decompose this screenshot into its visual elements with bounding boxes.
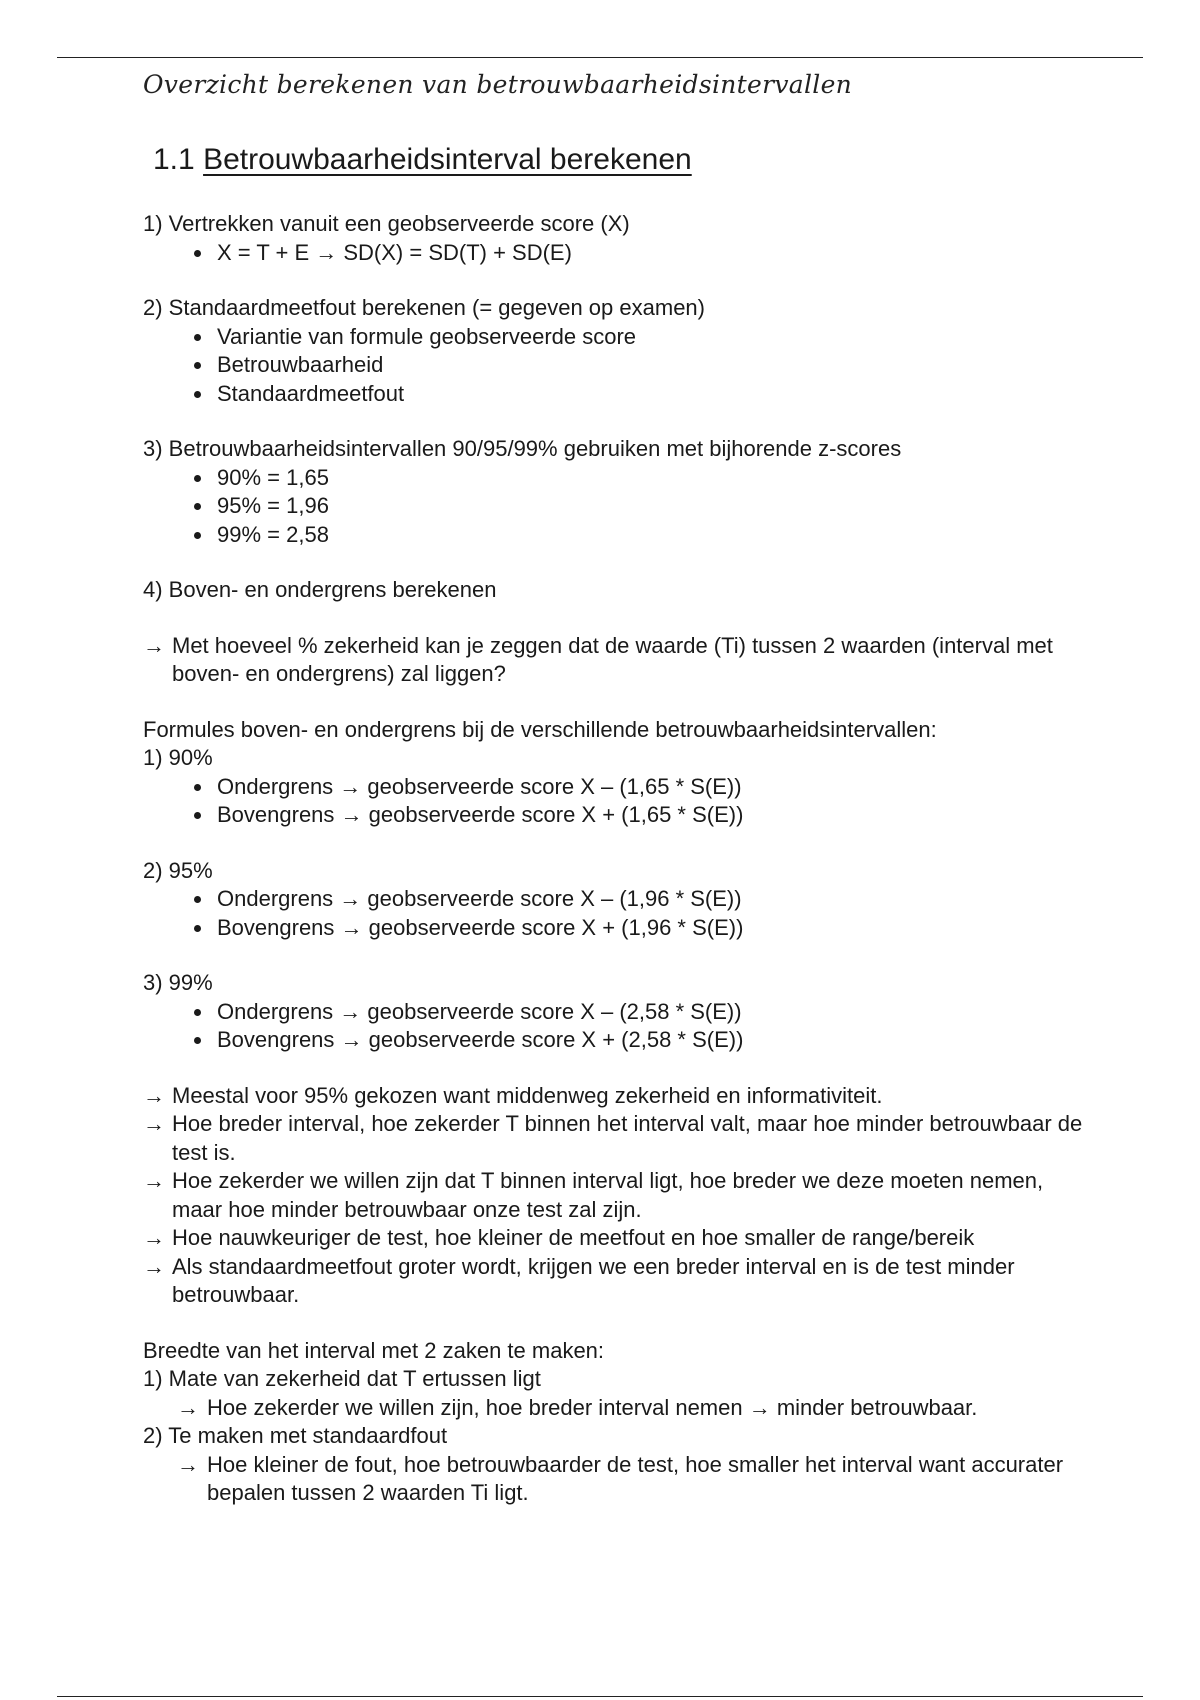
note: → Hoe zekerder we willen zijn dat T binnen interval ligt, hoe breder we deze moeten nemen, maar hoe minder betrouwbaar onze test zal zijn.	[143, 1167, 1083, 1224]
list-item: • 99% = 2,58	[214, 521, 1083, 550]
section-heading	[153, 140, 1083, 180]
list-item: • Bovengrens → geobserveerde score X + (1,96 * S(E))	[214, 914, 1083, 943]
list-item: • 90% = 1,65	[214, 464, 1083, 493]
list-item: • Ondergrens → geobserveerde score X – (1,65 * S(E))	[214, 773, 1083, 802]
list-item: • Bovengrens → geobserveerde score X + (2,58 * S(E))	[214, 1026, 1083, 1055]
document-body	[143, 140, 1083, 1508]
formula-group-99-list	[143, 998, 1083, 1055]
list-item: • Standaardmeetfout	[214, 380, 1083, 409]
formula-group-99-title: 3) 99%	[143, 970, 213, 995]
bottom-rule	[57, 1696, 1143, 1697]
step-3-list	[143, 464, 1083, 550]
step-1-title: 1) Vertrekken vanuit een geobserveerde score (X)	[143, 211, 630, 236]
formulas-intro: Formules boven- en ondergrens bij de verschillende betrouwbaarheidsintervallen:	[143, 716, 937, 742]
step-2-title: 2) Standaardmeetfout berekenen (= gegeven op examen)	[143, 295, 705, 320]
step-3-title: 3) Betrouwbaarheidsintervallen 90/95/99% gebruiken met bijhorende z-scores	[143, 436, 902, 461]
section-title: Betrouwbaarheidsinterval berekenen	[203, 143, 692, 176]
formula-group-95-title: 2) 95%	[143, 857, 213, 883]
note: → Hoe nauwkeuriger de test, hoe kleiner de meetfout en hoe smaller de range/bereik	[143, 1224, 1083, 1253]
list-item: • Bovengrens → geobserveerde score X + (1,65 * S(E))	[214, 801, 1083, 830]
step-4-title: 4) Boven- en ondergrens berekenen	[143, 577, 497, 602]
list-item: • Betrouwbaarheid	[214, 351, 1083, 380]
list-item: • Ondergrens → geobserveerde score X – (1,96 * S(E))	[214, 885, 1083, 914]
formula-group-90-title: 1) 90%	[143, 745, 213, 770]
page-header: Overzicht berekenen van betrouwbaarheidsintervallen	[143, 70, 853, 99]
step-1-list	[143, 239, 1083, 268]
formula-group-95-list	[143, 885, 1083, 942]
section-number: 1.1	[153, 143, 195, 176]
list-item: • Ondergrens → geobserveerde score X – (2,58 * S(E))	[214, 998, 1083, 1027]
note: → Meestal voor 95% gekozen want middenweg zekerheid en informativiteit.	[143, 1082, 1083, 1111]
list-item: • Variantie van formule geobserveerde score	[214, 323, 1083, 352]
width-item-2-title: 2) Te maken met standaardfout	[143, 1423, 448, 1448]
width-item-1-title: 1) Mate van zekerheid dat T ertussen ligt	[143, 1366, 541, 1391]
formula-group-90-list	[143, 773, 1083, 830]
top-rule	[57, 57, 1143, 58]
step-2-list	[143, 323, 1083, 409]
width-intro: Breedte van het interval met 2 zaken te maken:	[143, 1337, 605, 1363]
width-item-1-sub: → Hoe zekerder we willen zijn, hoe breder interval nemen → minder betrouwbaar.	[143, 1394, 1083, 1423]
note: → Hoe breder interval, hoe zekerder T binnen het interval valt, maar hoe minder betrouwbaar de test is.	[143, 1110, 1083, 1167]
width-item-2-sub: → Hoe kleiner de fout, hoe betrouwbaarder de test, hoe smaller het interval want accurater bepalen tussen 2 waarden Ti ligt.	[143, 1451, 1083, 1508]
list-item: • 95% = 1,96	[214, 492, 1083, 521]
question-note: → Met hoeveel % zekerheid kan je zeggen dat de waarde (Ti) tussen 2 waarden (interval met boven- en ondergrens) zal liggen?	[143, 632, 1083, 689]
list-item: • X = T + E → SD(X) = SD(T) + SD(E)	[214, 239, 1083, 268]
note: → Als standaardmeetfout groter wordt, krijgen we een breder interval en is de test minder betrouwbaar.	[143, 1253, 1083, 1310]
